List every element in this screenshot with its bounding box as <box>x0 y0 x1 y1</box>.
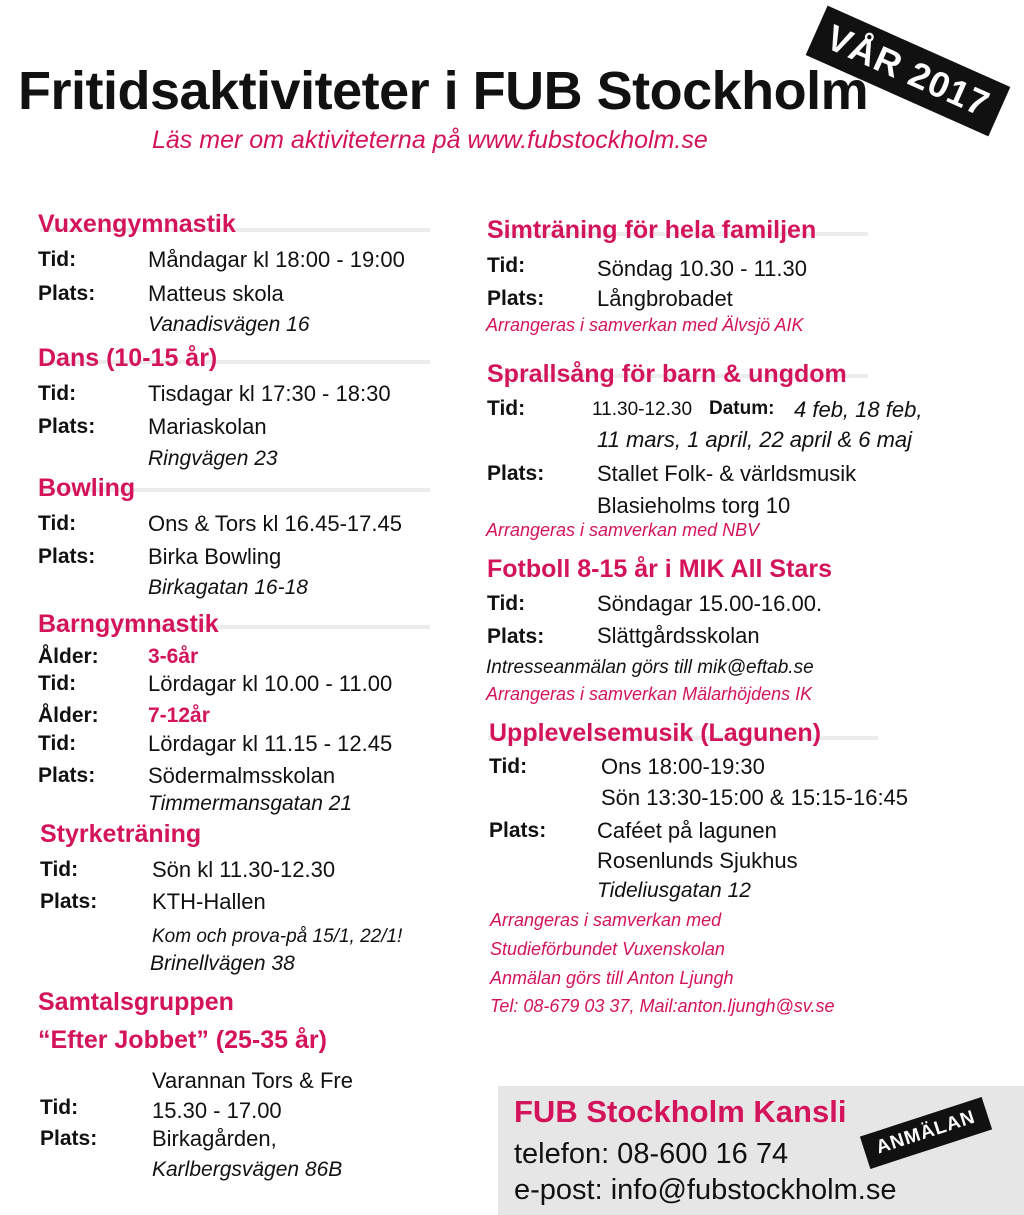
tid-value: Ons 18:00-19:30 <box>601 754 765 779</box>
signup-note: Anmälan görs till Anton Ljungh <box>490 968 734 988</box>
plats-label: Plats: <box>38 282 96 305</box>
address: Birkagatan 16-18 <box>148 576 308 599</box>
plats-label: Plats: <box>487 625 545 648</box>
section-heading: Simträning för hela familjen <box>487 216 817 244</box>
tid-label: Tid: <box>487 397 526 420</box>
alder-value: 3-6år <box>148 645 199 668</box>
section-subheading: “Efter Jobbet” (25-35 år) <box>38 1026 327 1054</box>
address: Brinellvägen 38 <box>150 952 295 975</box>
tid-label: Tid: <box>38 512 77 535</box>
datum-value-cont: 11 mars, 1 april, 22 april & 6 maj <box>597 427 913 452</box>
tid-value: Tisdagar kl 17:30 - 18:30 <box>148 381 391 406</box>
tid-value: Måndagar kl 18:00 - 19:00 <box>148 247 405 272</box>
tid-value-cont: Sön 13:30-15:00 & 15:15-16:45 <box>601 785 909 810</box>
section-heading: Dans (10-15 år) <box>38 344 218 372</box>
days-value: Varannan Tors & Fre <box>152 1068 353 1093</box>
tid-value: 15.30 - 17.00 <box>152 1098 282 1123</box>
page-title: Fritidsaktiviteter i FUB Stockholm <box>18 61 869 121</box>
plats-value: Södermalmsskolan <box>148 763 336 788</box>
kansli-phone: telefon: 08-600 16 74 <box>514 1138 789 1170</box>
tid-value: Lördagar kl 10.00 - 11.00 <box>148 671 393 696</box>
contact-note: Tel: 08-679 03 37, Mail:anton.ljungh@sv.se <box>490 996 835 1016</box>
partner-note: Arrangeras i samverkan Mälarhöjdens IK <box>486 684 813 704</box>
address: Karlbergsvägen 86B <box>152 1158 343 1181</box>
kansli-title: FUB Stockholm Kansli <box>514 1094 847 1129</box>
plats-label: Plats: <box>38 764 96 787</box>
section-heading: Barngymnastik <box>38 610 219 638</box>
section-heading: Vuxengymnastik <box>38 210 236 238</box>
kansli-email: e-post: info@fubstockholm.se <box>514 1174 897 1206</box>
alder-label: Ålder: <box>38 704 99 727</box>
section-heading: Upplevelsemusik (Lagunen) <box>489 719 822 747</box>
alder-label: Ålder: <box>38 645 99 668</box>
tid-label: Tid: <box>38 382 77 405</box>
address: Vanadisvägen 16 <box>148 313 310 336</box>
plats-value: Matteus skola <box>148 281 284 306</box>
partner-note: Arrangeras i samverkan med NBV <box>486 520 760 540</box>
tid-label: Tid: <box>40 1096 79 1119</box>
partner-note: Studieförbundet Vuxenskolan <box>490 939 725 959</box>
plats-value: Birka Bowling <box>148 544 282 569</box>
section-heading: Bowling <box>38 474 136 502</box>
plats-value: Långbrobadet <box>597 286 733 311</box>
plats-label: Plats: <box>40 1127 98 1150</box>
tid-label: Tid: <box>40 858 79 881</box>
address: Ringvägen 23 <box>148 447 278 470</box>
section-heading: Styrketräning <box>40 820 202 848</box>
note: Kom och prova-på 15/1, 22/1! <box>152 926 403 947</box>
section-heading: Samtalsgruppen <box>38 988 234 1016</box>
plats-label: Plats: <box>487 287 545 310</box>
section-heading: Fotboll 8-15 år i MIK All Stars <box>487 555 832 583</box>
datum-label: Datum: <box>709 398 775 419</box>
tid-value: 11.30-12.30 <box>592 399 693 420</box>
interest-note: Intresseanmälan görs till mik@eftab.se <box>486 657 814 678</box>
tid-label: Tid: <box>487 254 526 277</box>
plats-value: Slättgårdsskolan <box>597 623 760 648</box>
anmalan-badge: ANMÄLAN <box>860 1097 992 1169</box>
plats-label: Plats: <box>40 890 98 913</box>
plats-value: Stallet Folk- & världsmusik <box>597 461 857 486</box>
plats-label: Plats: <box>489 819 547 842</box>
plats-value-cont: Rosenlunds Sjukhus <box>597 848 798 873</box>
plats-value: KTH-Hallen <box>152 889 266 914</box>
tid-value: Sön kl 11.30-12.30 <box>152 857 336 882</box>
section-heading: Sprallsång för barn & ungdom <box>487 360 847 388</box>
plats-value: Caféet på lagunen <box>597 818 777 843</box>
tid-label: Tid: <box>38 672 77 695</box>
tid-value: Söndagar 15.00-16.00. <box>597 591 823 616</box>
partner-note: Arrangeras i samverkan med Älvsjö AIK <box>486 315 804 335</box>
plats-label: Plats: <box>38 415 96 438</box>
tid-label: Tid: <box>489 755 528 778</box>
plats-value: Birkagården, <box>152 1126 277 1151</box>
tid-value: Söndag 10.30 - 11.30 <box>597 256 807 281</box>
address: Timmermansgatan 21 <box>148 792 353 815</box>
plats-label: Plats: <box>38 545 96 568</box>
tid-label: Tid: <box>38 732 77 755</box>
alder-value: 7-12år <box>148 704 210 727</box>
season-banner: VÅR 2017 <box>806 6 1011 137</box>
tid-label: Tid: <box>487 592 526 615</box>
website-subtitle: Läs mer om aktiviteterna på www.fubstockholm.se <box>152 126 708 154</box>
plats-label: Plats: <box>487 462 545 485</box>
tid-label: Tid: <box>38 248 77 271</box>
address: Blasieholms torg 10 <box>597 493 791 518</box>
datum-value: 4 feb, 18 feb, <box>794 397 923 422</box>
partner-note: Arrangeras i samverkan med <box>490 910 722 930</box>
tid-value: Lördagar kl 11.15 - 12.45 <box>148 731 393 756</box>
plats-value: Mariaskolan <box>148 414 267 439</box>
tid-value: Ons & Tors kl 16.45-17.45 <box>148 511 402 536</box>
address: Tideliusgatan 12 <box>597 879 751 902</box>
